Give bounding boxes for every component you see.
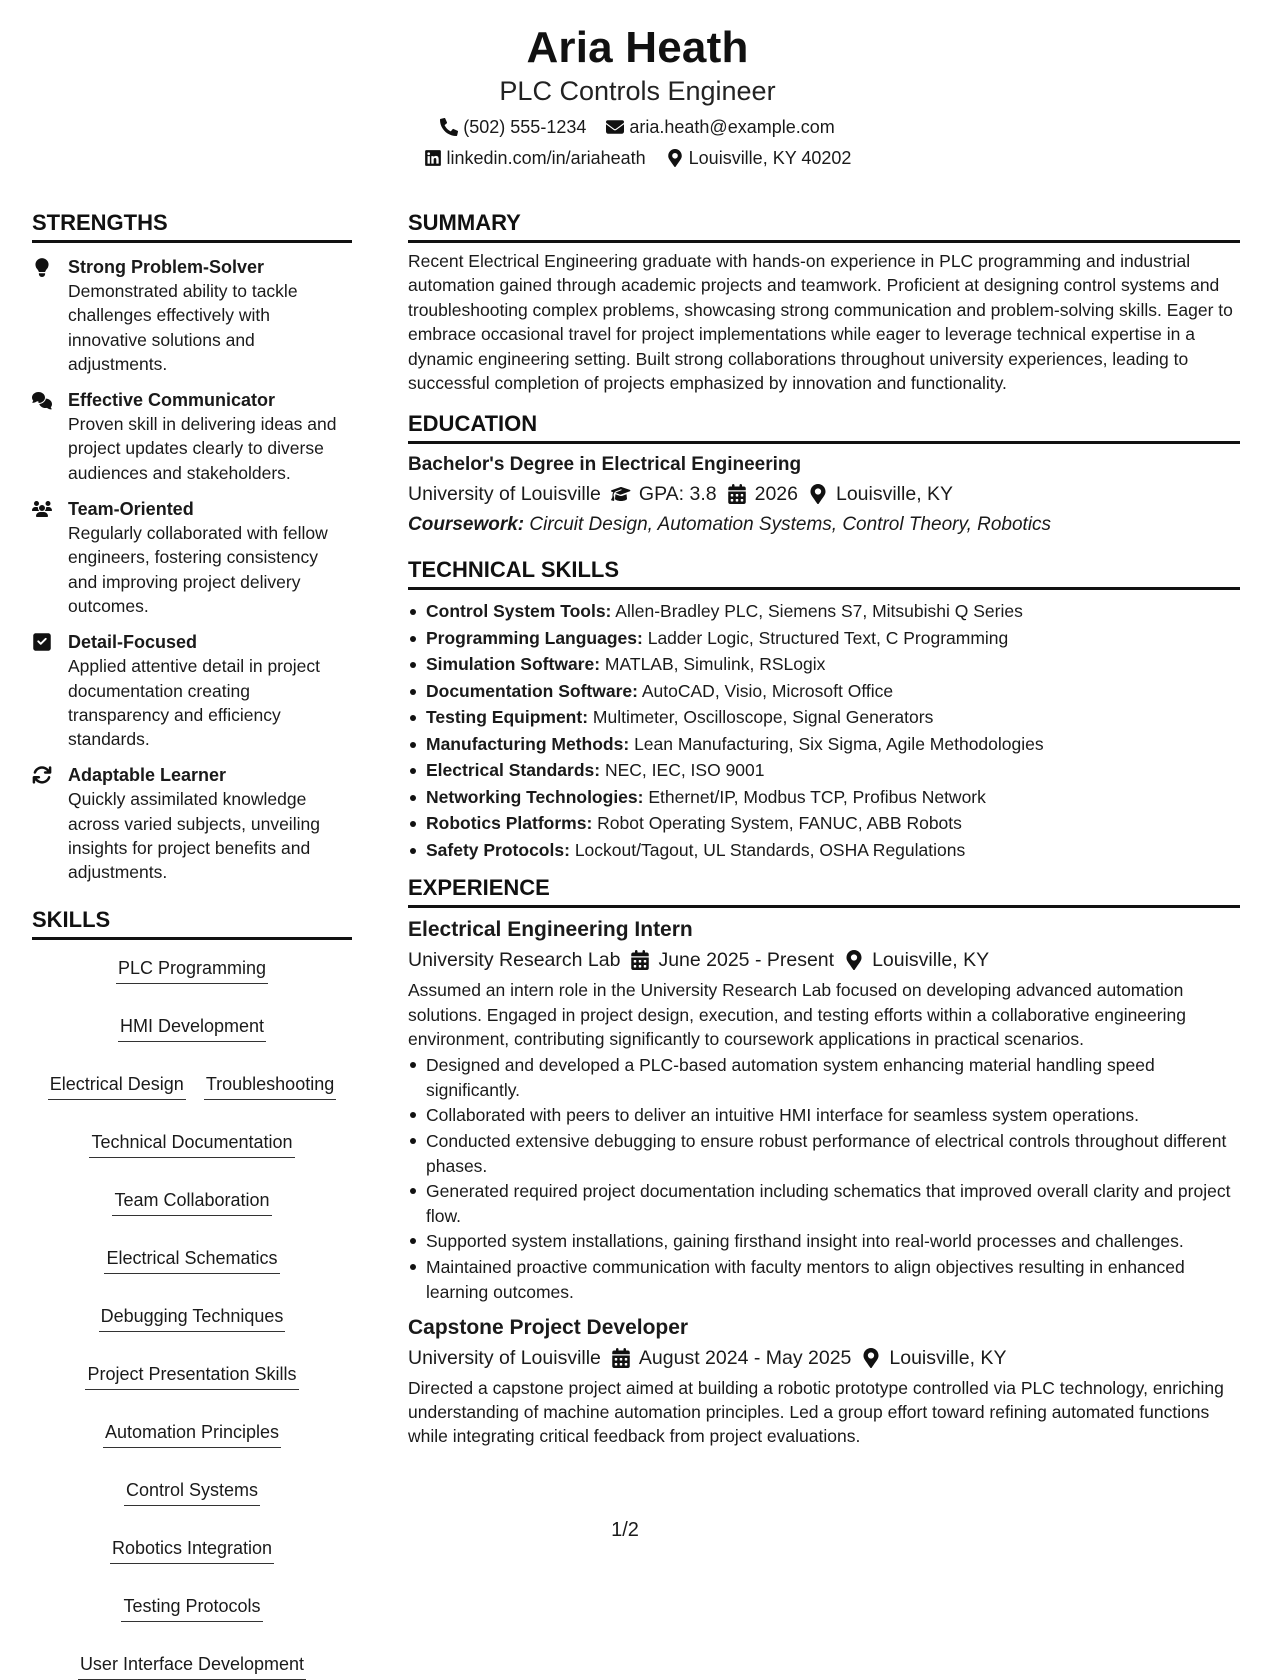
strength-item (32, 763, 352, 884)
skill-tag: Debugging Techniques (99, 1304, 286, 1332)
job-bullets (408, 1053, 1240, 1303)
linkedin-icon (424, 149, 442, 167)
job-bullet: Generated required project documentation including schematics that improved overall clarity and project flow. (408, 1179, 1240, 1228)
job-meta (408, 946, 1240, 974)
tech-skill-value: Robot Operating System, FANUC, ABB Robots (597, 813, 962, 834)
technical-skills-section (408, 557, 1240, 863)
job-entry (408, 916, 1240, 1303)
tech-skill-label: Robotics Platforms: (426, 813, 593, 834)
school-name: University of Louisville (408, 483, 601, 506)
coursework-text: Circuit Design, Automation Systems, Control Theory, Robotics (529, 514, 1052, 536)
education-section (408, 411, 1240, 539)
tech-skill-label: Simulation Software: (426, 654, 601, 675)
envelope-icon (606, 118, 624, 136)
gpa-text: GPA: 3.8 (638, 483, 717, 506)
job-location: Louisville, KY (872, 949, 990, 972)
job-dates: June 2025 - Present (658, 949, 835, 972)
tech-skill-value: Ladder Logic, Structured Text, C Programming (647, 627, 1009, 648)
strength-item (32, 497, 352, 618)
skill-tag: Testing Protocols (121, 1594, 262, 1622)
strength-title: Adaptable Learner (68, 765, 227, 786)
skill-tag: Team Collaboration (112, 1188, 271, 1216)
comments-icon (32, 390, 52, 410)
candidate-name: Aria Heath (526, 23, 749, 72)
job-title: Electrical Engineering Intern (408, 918, 693, 942)
strength-desc: Regularly collaborated with fellow engineers, fostering consistency and improving project delivery outcomes. (68, 523, 328, 616)
left-column (32, 210, 352, 1680)
email-address[interactable]: aria.heath@example.com (629, 117, 835, 137)
job-org: University of Louisville (408, 1346, 601, 1369)
graduation-year: 2026 (754, 483, 798, 506)
job-location-item (844, 946, 989, 974)
calendar-icon (630, 950, 650, 970)
technical-skills-title: TECHNICAL SKILLS (408, 557, 1240, 590)
location-text: Louisville, KY 40202 (688, 148, 852, 168)
skill-tag: Control Systems (124, 1478, 260, 1506)
tech-skill-label: Manufacturing Methods: (426, 733, 630, 754)
skill-tag: User Interface Development (78, 1652, 306, 1680)
tech-skill-item (408, 625, 1240, 652)
contact-row-1 (0, 115, 1275, 139)
skill-tag: Technical Documentation (89, 1130, 294, 1158)
strength-desc: Quickly assimilated knowledge across varied subjects, unveiling insights for project benefits and adjustments. (68, 789, 320, 883)
contact-row-2 (0, 146, 1275, 170)
tech-skill-value: Multimeter, Oscilloscope, Signal Generators (592, 707, 934, 728)
tech-skill-value: NEC, IEC, ISO 9001 (604, 760, 765, 781)
job-dates-item (630, 946, 834, 974)
strength-title: Team-Oriented (68, 499, 194, 520)
technical-skills-list (408, 598, 1240, 863)
summary-title: SUMMARY (408, 210, 1240, 243)
tech-skill-item (408, 731, 1240, 758)
tech-skill-item (408, 810, 1240, 837)
resume-header (0, 22, 1275, 170)
job-bullet: Maintained proactive communication with faculty mentors to align objectives resulting in enhanced learning outcomes. (408, 1255, 1240, 1304)
tech-skill-label: Documentation Software: (426, 680, 638, 701)
strength-desc: Proven skill in delivering ideas and project updates clearly to diverse audiences and stakeholders. (68, 414, 337, 483)
skill-tag: Troubleshooting (204, 1072, 336, 1100)
skill-tag: HMI Development (118, 1014, 266, 1042)
tech-skill-value: Lockout/Tagout, UL Standards, OSHA Regulations (574, 839, 966, 860)
tech-skill-label: Control System Tools: (426, 601, 612, 622)
year-item (727, 480, 798, 508)
linkedin-url[interactable]: linkedin.com/in/ariaheath (446, 148, 646, 168)
coursework-label: Coursework: (408, 514, 525, 536)
tech-skill-item (408, 598, 1240, 625)
right-column (408, 210, 1240, 1449)
tech-skill-label: Electrical Standards: (426, 760, 601, 781)
job-entry (408, 1314, 1240, 1449)
job-dates: August 2024 - May 2025 (638, 1346, 852, 1369)
strength-title: Effective Communicator (68, 390, 276, 411)
strengths-title: STRENGTHS (32, 210, 352, 243)
degree-title: Bachelor's Degree in Electrical Engineering (408, 454, 802, 476)
map-pin-icon (844, 950, 864, 970)
tech-skill-value: Ethernet/IP, Modbus TCP, Profibus Network (648, 786, 986, 807)
users-icon (32, 499, 52, 519)
skill-tag: PLC Programming (116, 956, 268, 984)
job-bullet: Designed and developed a PLC-based automation system enhancing material handling speed significantly. (408, 1053, 1240, 1102)
refresh-icon (32, 765, 52, 785)
candidate-role: PLC Controls Engineer (499, 76, 776, 106)
skill-tag: Electrical Schematics (104, 1246, 279, 1274)
strength-desc: Demonstrated ability to tackle challenges effectively with innovative solutions and adjustments. (68, 281, 298, 374)
tech-skill-label: Networking Technologies: (426, 786, 644, 807)
job-bullet: Collaborated with peers to deliver an intuitive HMI interface for seamless system operations. (408, 1103, 1240, 1127)
experience-title: EXPERIENCE (408, 875, 1240, 908)
linkedin-contact[interactable] (424, 146, 646, 170)
tech-skill-value: Allen-Bradley PLC, Siemens S7, Mitsubishi Q Series (615, 601, 1023, 622)
tech-skill-item (408, 784, 1240, 811)
job-description: Assumed an intern role in the University Research Lab focused on developing advanced automation solutions. Engaged in project design, execution, and testing efforts within a collaborative engineering environment, contributing significantly to coursework applications in practical scenarios. (408, 980, 1186, 1050)
skills-title: SKILLS (32, 907, 352, 940)
tech-skill-item (408, 757, 1240, 784)
job-description: Directed a capstone project aimed at building a robotic prototype controlled via PLC technology, enriching understanding of machine automation principles. Led a group effort toward refining automated functions while integrating critical feedback from project evaluations. (408, 1377, 1224, 1447)
strength-item (32, 388, 352, 485)
tech-skill-item (408, 651, 1240, 678)
strength-title: Strong Problem-Solver (68, 257, 265, 277)
education-title: EDUCATION (408, 411, 1240, 444)
calendar-icon (611, 1348, 631, 1368)
summary-text: Recent Electrical Engineering graduate with hands-on experience in PLC programming and industrial automation gained through academic projects and teamwork. Proficient at designing control systems and troubleshooting complex problems, showcasing strong communication and problem-solving skills. Eager to embrace occasional travel for project implementations while eager to leverage technical expertise in a dynamic engineering setting. Built strong collaborations throughout university experiences, leading to successful completion of projects emphasized by innovation and functionality. (408, 251, 1233, 394)
job-bullet: Conducted extensive debugging to ensure robust performance of electrical controls throughout different phases. (408, 1129, 1240, 1178)
tech-skill-item (408, 678, 1240, 705)
tech-skill-item (408, 704, 1240, 731)
job-meta (408, 1344, 1240, 1372)
map-pin-icon (666, 149, 684, 167)
experience-section (408, 875, 1240, 1448)
job-location-item (861, 1344, 1006, 1372)
strength-title: Detail-Focused (68, 632, 198, 653)
job-bullet: Supported system installations, gaining firsthand insight into real-world processes and challenges. (408, 1229, 1240, 1253)
tech-skill-label: Safety Protocols: (426, 839, 570, 860)
job-dates-item (611, 1344, 851, 1372)
page-number: 1/2 (611, 1519, 639, 1541)
gpa-item (611, 480, 717, 508)
tech-skill-value: MATLAB, Simulink, RSLogix (604, 654, 826, 675)
skill-tag: Robotics Integration (110, 1536, 274, 1564)
phone-contact (440, 115, 586, 139)
education-meta (408, 480, 1240, 508)
edu-location: Louisville, KY (835, 483, 954, 506)
job-org: University Research Lab (408, 949, 621, 972)
tech-skill-item (408, 837, 1240, 864)
phone-number: (502) 555-1234 (463, 117, 587, 137)
tech-skill-value: AutoCAD, Visio, Microsoft Office (641, 680, 894, 701)
email-contact[interactable] (606, 115, 834, 139)
graduation-cap-icon (611, 484, 631, 504)
skills-list (32, 956, 352, 1680)
job-location: Louisville, KY (889, 1346, 1007, 1369)
coursework-line (408, 511, 1240, 539)
map-pin-icon (808, 484, 828, 504)
strength-item (32, 630, 352, 751)
tech-skill-label: Testing Equipment: (426, 707, 589, 728)
skill-tag: Automation Principles (103, 1420, 281, 1448)
map-pin-icon (861, 1348, 881, 1368)
lightbulb-icon (32, 257, 52, 277)
edu-location-item (808, 480, 953, 508)
strength-desc: Applied attentive detail in project documentation creating transparency and efficiency standards. (68, 656, 320, 750)
calendar-icon (727, 484, 747, 504)
skill-tag: Electrical Design (48, 1072, 186, 1100)
checkbox-icon (32, 632, 52, 652)
strength-item (32, 255, 352, 376)
phone-icon (440, 118, 458, 136)
tech-skill-label: Programming Languages: (426, 627, 643, 648)
skill-tag: Project Presentation Skills (85, 1362, 298, 1390)
tech-skill-value: Lean Manufacturing, Six Sigma, Agile Methodologies (634, 733, 1044, 754)
job-title: Capstone Project Developer (408, 1315, 689, 1339)
location-contact (666, 146, 852, 170)
